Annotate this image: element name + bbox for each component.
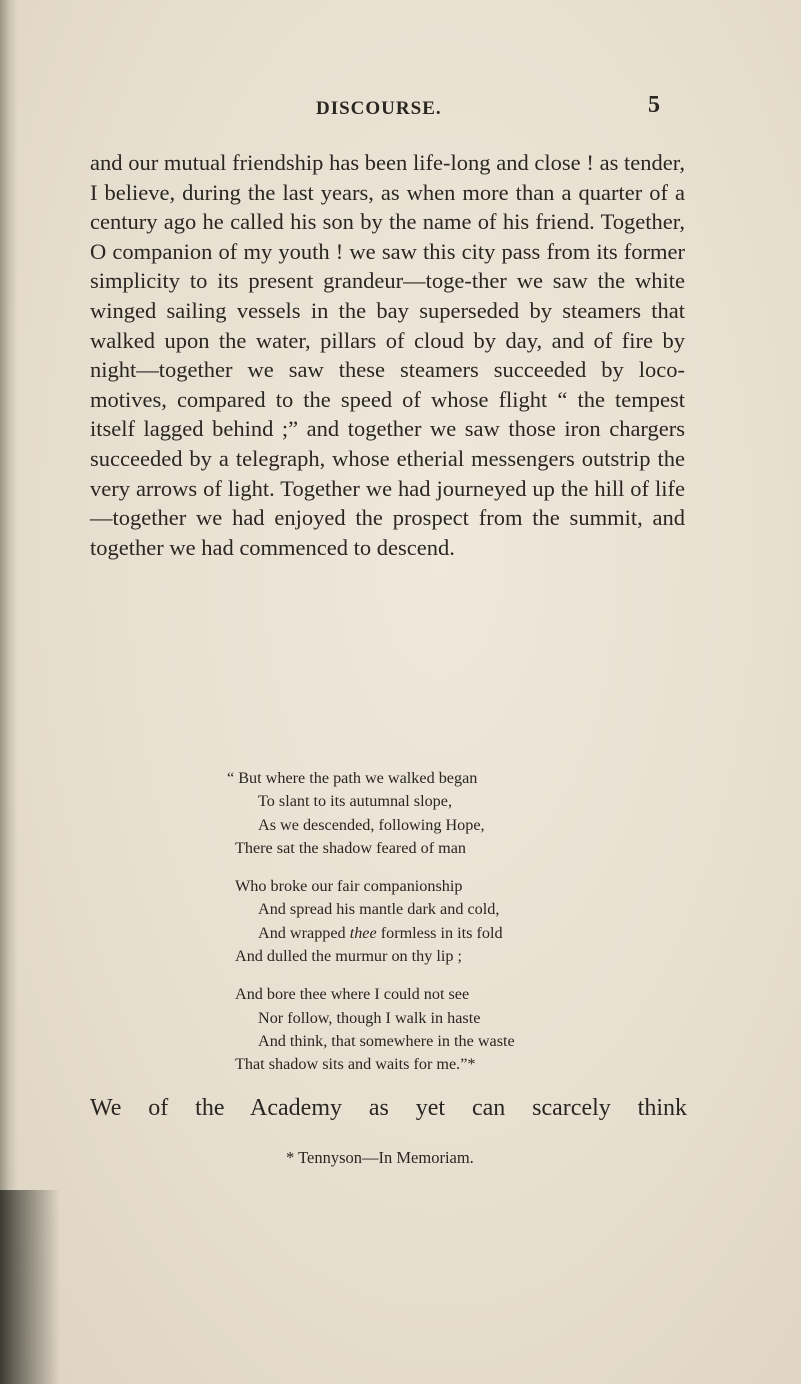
- poem-line: To slant to its autumnal slope,: [258, 792, 452, 811]
- body-paragraph: and our mutual friendship has been life-long and close ! as tender, I believe, during the last years, as when more than a quarter of a century ago he called his son by the name of his friend. Together, O companion of my youth ! we saw this city pass from its former simplicity to its present grandeur—toge-ther we saw the white winged sailing vessels in the bay superseded by steamers that walked upon the water, pillars of cloud by day, and of fire by night—together we saw these steamers succeeded by loco-motives, compared to the speed of whose flight “ the tempest itself lagged behind ;” and together we saw those iron chargers succeeded by a telegraph, whose etherial messengers outstrip the very arrows of light. Together we had journeyed up the hill of life—together we had enjoyed the prospect from the summit, and together we had commenced to descend.: [90, 150, 685, 560]
- poem-line: And dulled the murmur on thy lip ;: [235, 947, 463, 966]
- poem-line: Who broke our fair companionship: [235, 877, 463, 896]
- page-number: 5: [648, 92, 660, 118]
- poem-italic-word: thee: [349, 923, 377, 942]
- poem-line: There sat the shadow feared of man: [235, 838, 467, 857]
- page-header: [88, 92, 688, 126]
- poem-line: And bore thee where I could not see: [235, 985, 470, 1004]
- poem-line: That shadow sits and waits for me.”*: [235, 1055, 476, 1074]
- poem-line: [235, 922, 655, 945]
- poem-line: “ But where the path we walked began: [227, 769, 478, 787]
- footnote: * Tennyson—In Memoriam.: [286, 1148, 474, 1167]
- page-corner-shadow: [0, 1190, 60, 1384]
- poem-line: As we descended, following Hope,: [258, 815, 485, 834]
- closing-line: We of the Academy as yet can scarcely think: [90, 1095, 687, 1121]
- poem-stanza: [227, 767, 655, 860]
- poem-quotation: [227, 767, 655, 1092]
- poem-line: Nor follow, though I walk in haste: [258, 1008, 481, 1027]
- page-gutter-shadow: [0, 0, 18, 1384]
- poem-text: And wrapped: [258, 923, 346, 942]
- running-head: DISCOURSE.: [316, 98, 442, 119]
- poem-line: And spread his mantle dark and cold,: [258, 900, 500, 919]
- poem-text: formless in its fold: [380, 923, 503, 942]
- poem-stanza: [235, 875, 655, 968]
- poem-line: And think, that somewhere in the waste: [258, 1031, 515, 1050]
- poem-stanza: [235, 983, 655, 1076]
